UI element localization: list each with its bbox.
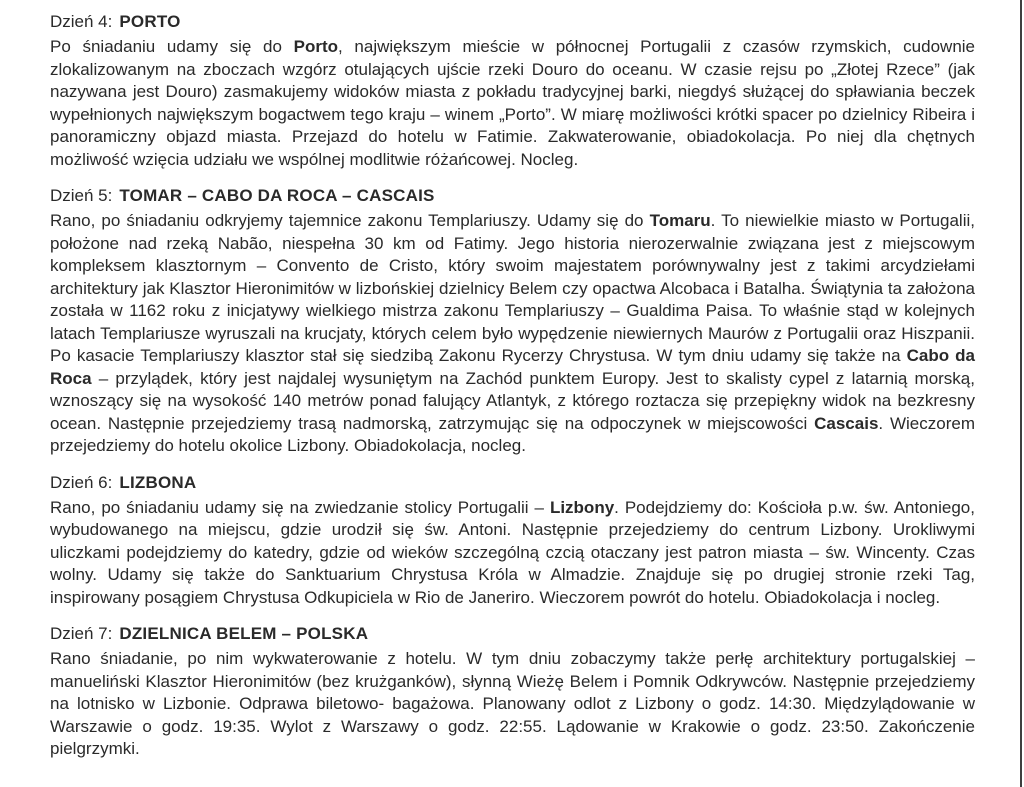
day-label: Dzień 7: <box>50 624 113 643</box>
highlighted-place-name: Cascais <box>814 413 879 433</box>
day-section <box>50 471 975 610</box>
day-section <box>50 622 975 761</box>
description-text: Rano śniadanie, po nim wykwaterowanie z hotelu. W tym dniu zobaczymy także perłę architektury portugalskiej – manueliński Klasztor Hieronimitów (bez krużganków), słynną Wieżę Belem i Pomnik Odkrywców. Następnie przejedziemy na lotnisko w Lizbonie. Odprawa biletowo- bagażowa. Planowany odlot z Lizbony o godz. 14:30. Międzylądowanie w Warszawie o godz. 19:35. Wylot z Warszawy o godz. 22:55. Lądowanie w Krakowie o godz. 23:50. Zakończenie pielgrzymki. <box>50 649 975 758</box>
day-label: Dzień 4: <box>50 12 113 31</box>
day-label: Dzień 5: <box>50 186 113 205</box>
description-text: – przylądek, który jest najdalej wysuniętym na Zachód punktem Europy. Jest to skalisty cypel z latarnią morską, wznoszący się na wysokość 140 metrów ponad falujący Atlantyk, z którego roztacza się przepiękny widok na bezkresny ocean. Następnie przejedziemy trasą nadmorską, zatrzymując się na odpoczynek w miejscowości <box>50 368 975 433</box>
description-text: . Podejdziemy do: Kościoła p.w. św. Antoniego, wybudowanego na miejscu, gdzie urodził się św. Antoni. Następnie przejedziemy do centrum Lizbony. Urokliwymi uliczkami podejdziemy do katedry, gdzie od wieków szczególną czcią otaczany jest patron miasta – św. Wincenty. Czas wolny. Udamy się także do Sanktuarium Chrystusa Króla w Almadzie. Znajduje się po drugiej stronie rzeki Tag, inspirowany posągiem Chrystusa Odkupiciela w Rio de Janeriro. Wieczorem powrót do hotelu. Obiadokolacja i nocleg. <box>50 497 975 607</box>
itinerary-content <box>50 10 975 774</box>
description-text: . Wieczorem przejedziemy do hotelu okolice Lizbony. Obiadokolacja, nocleg. <box>50 413 975 455</box>
day-title: PORTO <box>119 12 181 31</box>
day-heading <box>50 471 975 494</box>
description-text: Po śniadaniu udamy się do <box>50 37 294 56</box>
day-title: TOMAR – CABO DA ROCA – CASCAIS <box>119 186 435 205</box>
highlighted-place-name: Tomaru <box>649 211 711 230</box>
description-text: , największym mieście w północnej Portugalii z czasów rzymskich, cudownie zlokalizowanym na zboczach wzgórz otulających ujście rzeki Douro do oceanu. W czasie rejsu po „Złotej Rzece” (jak nazywana jest Douro) zasmakujemy widoków miasta z pokładu tradycyjnej barki, niegdyś służącej do spławiania beczek wypełnionych największym bogactwem tego kraju – winem „Porto”. W miarę możliwości krótki spacer po dzielnicy Ribeira i panoramiczny objazd miasta. Przejazd do hotelu w Fatimie. Zakwaterowanie, obiadokolacja. Po niej dla chętnych możliwość wzięcia udziału we wspólnej modlitwie różańcowej. Nocleg. <box>50 37 976 169</box>
highlighted-place-name: Cabo da Roca <box>50 346 975 388</box>
description-text: . To niewielkie miasto w Portugalii, położone nad rzeką Nabão, niespełna 30 km od Fatimy. Jego historia nierozerwalnie związana jest z miejscowym kompleksem klasztornym – Convento de Cristo, który swoim majestatem porównywalny jest z takimi arcydziełami architektury jak Klasztor Hieronimitów w lizbońskiej dzielnicy Belem czy opactwa Alcobaca i Batalha. Świątynia ta założona została w 1162 roku z inicjatywy wielkiego mistrza zakonu Templariuszy – Gualdima Paisa. To właśnie stąd w kolejnych latach Templariusze wyruszali na krucjaty, których celem było wypędzenie niewiernych Maurów z Portugalii oraz Hiszpanii. Po kasacie Templariuszy klasztor stał się siedzibą Zakonu Rycerzy Chrystusa. W tym dniu udamy się także na <box>50 211 975 365</box>
day-section <box>50 184 975 458</box>
day-heading <box>50 184 975 207</box>
day-description <box>50 36 975 171</box>
highlighted-place-name: Lizbony <box>549 497 615 517</box>
page-right-edge-line <box>1020 0 1022 787</box>
day-title: LIZBONA <box>119 472 197 492</box>
day-description <box>50 497 975 610</box>
day-title: DZIELNICA BELEM – POLSKA <box>119 624 369 643</box>
description-text: Rano, po śniadaniu odkryjemy tajemnice zakonu Templariuszy. Udamy się do <box>50 211 650 230</box>
day-heading <box>50 10 975 33</box>
highlighted-place-name: Porto <box>293 37 339 56</box>
day-heading <box>50 622 975 645</box>
description-text: Rano, po śniadaniu udamy się na zwiedzanie stolicy Portugalii – <box>50 497 550 517</box>
day-label: Dzień 6: <box>50 472 113 492</box>
day-description <box>50 210 975 458</box>
day-description <box>50 648 975 761</box>
day-section <box>50 10 975 171</box>
